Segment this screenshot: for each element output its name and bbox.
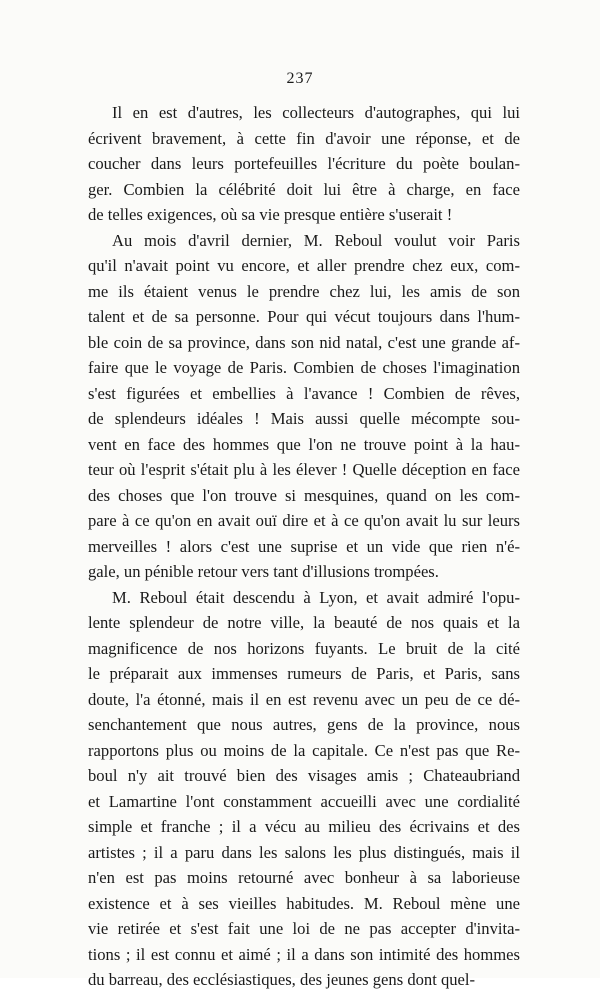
text-line: merveilles ! alors c'est une suprise et un vide que rien n'é- bbox=[88, 536, 520, 556]
paragraph bbox=[88, 585, 520, 993]
text-line: simple et franche ; il a vécu au milieu des écrivains et des bbox=[88, 817, 520, 836]
text-line: ger. Combien la célébrité doit lui être à charge, en face bbox=[88, 179, 520, 199]
text-line: le préparait aux immenses rumeurs de Paris, et Paris, sans bbox=[88, 664, 520, 683]
text-line: ble coin de sa province, dans son nid natal, c'est une grande af- bbox=[88, 332, 520, 352]
text-line: Il en est d'autres, les collecteurs d'autographes, qui lui bbox=[112, 103, 520, 122]
paragraph bbox=[88, 100, 520, 228]
text-line: me ils étaient venus le prendre chez lui, les amis de son bbox=[88, 281, 520, 301]
text-line: senchantement que nous autres, gens de la province, nous bbox=[88, 715, 520, 734]
text-line: artistes ; il a paru dans les salons les plus distingués, mais il bbox=[88, 842, 520, 862]
text-line: rapportons plus ou moins de la capitale. Ce n'est pas que Re- bbox=[88, 740, 520, 760]
page-number: 237 bbox=[286, 70, 314, 87]
text-line: pare à ce qu'on en avait ouï dire et à ce qu'on avait lu sur leurs bbox=[88, 511, 520, 530]
text-line: vent en face des hommes que l'on ne trouve point à la hau- bbox=[88, 434, 520, 454]
text-line: des choses que l'on trouve si mesquines, quand on les com- bbox=[88, 485, 520, 505]
text-line: du barreau, des ecclésiastiques, des jeunes gens dont quel- bbox=[88, 970, 476, 989]
text-line: doute, l'a étonné, mais il en est revenu avec un peu de ce dé- bbox=[88, 689, 520, 709]
text-line: vie retirée et s'est fait une loi de ne pas accepter d'invita- bbox=[88, 919, 520, 938]
text-line: faire que le voyage de Paris. Combien de choses l'imagination bbox=[88, 358, 520, 377]
text-line: gale, un pénible retour vers tant d'illusions trompées. bbox=[88, 562, 439, 581]
text-line: n'en est pas moins retourné avec bonheur à sa laborieuse bbox=[88, 868, 520, 887]
text-line: magnificence de nos horizons fuyants. Le bruit de la cité bbox=[88, 638, 520, 658]
text-line: coucher dans leurs portefeuilles l'écriture du poète boulan- bbox=[88, 154, 520, 173]
text-line: existence et à ses vieilles habitudes. M. Reboul mène une bbox=[88, 893, 520, 913]
text-line: de telles exigences, où sa vie presque entière s'userait ! bbox=[88, 205, 453, 224]
paragraph bbox=[88, 228, 520, 585]
text-line: talent et de sa personne. Pour qui vécut toujours dans l'hum- bbox=[88, 307, 520, 326]
text-line: Au mois d'avril dernier, M. Reboul voulut voir Paris bbox=[112, 230, 520, 250]
text-line: teur où l'esprit s'était plu à les élever ! Quelle déception en face bbox=[88, 460, 520, 479]
text-line: et Lamartine l'ont constamment accueilli avec une cordialité bbox=[88, 791, 520, 811]
text-line: tions ; il est connu et aimé ; il a dans son intimité des hommes bbox=[88, 944, 520, 964]
text-line: M. Reboul était descendu à Lyon, et avait admiré l'opu- bbox=[112, 587, 520, 607]
text-line: qu'il n'avait point vu encore, et aller prendre chez eux, com- bbox=[88, 256, 520, 275]
text-line: de splendeurs idéales ! Mais aussi quelle mécompte sou- bbox=[88, 409, 520, 428]
text-line: s'est figurées et embellies à l'avance ! Combien de rêves, bbox=[88, 383, 520, 403]
text-line: écrivent bravement, à cette fin d'avoir une réponse, et de bbox=[88, 128, 520, 148]
body-text bbox=[88, 100, 520, 993]
text-line: lente splendeur de notre ville, la beauté de nos quais et la bbox=[88, 613, 520, 632]
text-line: boul n'y ait trouvé bien des visages amis ; Chateaubriand bbox=[88, 766, 520, 785]
